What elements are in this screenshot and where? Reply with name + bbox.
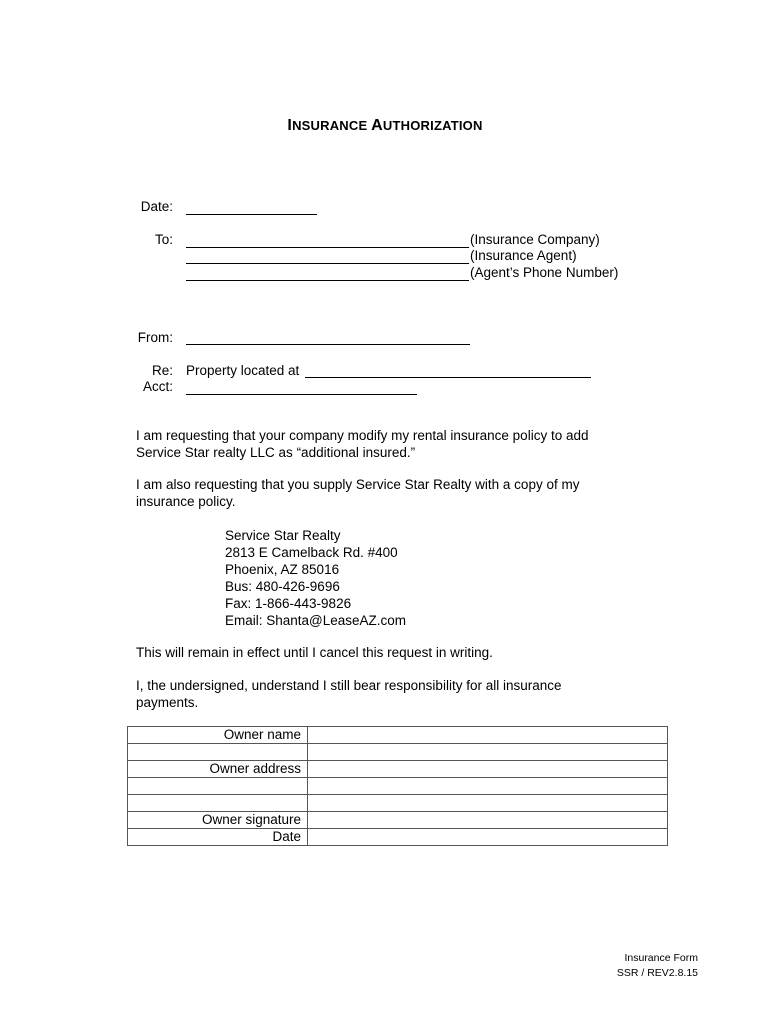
date-line[interactable]	[186, 214, 317, 215]
owner-info-table	[127, 726, 668, 846]
insurance-company-caption: (Insurance Company)	[470, 232, 600, 247]
owner-name-label: Owner name	[128, 727, 308, 744]
address-fax: Fax: 1-866-443-9826	[225, 596, 352, 611]
table-row	[128, 795, 668, 812]
acct-line[interactable]	[186, 394, 417, 395]
blank-label	[128, 795, 308, 812]
owner-signature-label: Owner signature	[128, 812, 308, 829]
to-label: To:	[154, 232, 173, 247]
insurance-agent-caption: (Insurance Agent)	[470, 248, 577, 263]
table-row	[128, 812, 668, 829]
blank-label	[128, 778, 308, 795]
owner-address-field-2[interactable]	[308, 778, 668, 795]
property-located-text: Property located at	[186, 363, 300, 378]
address-street: 2813 E Camelback Rd. #400	[225, 545, 398, 560]
table-row	[128, 778, 668, 795]
from-line[interactable]	[186, 344, 470, 345]
address-phone: Bus: 480-426-9696	[225, 579, 340, 594]
date-row-label: Date	[128, 829, 308, 846]
from-label: From:	[137, 330, 173, 345]
address-email: Email: Shanta@LeaseAZ.com	[225, 613, 407, 628]
table-row	[128, 744, 668, 761]
owner-name-field[interactable]	[308, 727, 668, 744]
re-label: Re:	[151, 363, 173, 378]
acct-label: Acct:	[142, 379, 173, 394]
request-paragraph: I am requesting that your company modify my rental insurance policy to add Service Star realty LLC as “additional insured.”	[136, 428, 589, 460]
effect-paragraph: This will remain in effect until I cancel this request in writing.	[136, 645, 493, 660]
address-company: Service Star Realty	[225, 528, 341, 543]
footer	[617, 951, 698, 981]
owner-address-field-3[interactable]	[308, 795, 668, 812]
date-label: Date:	[140, 199, 173, 214]
property-line[interactable]	[305, 377, 591, 378]
signature-date-field[interactable]	[308, 829, 668, 846]
owner-address-label: Owner address	[128, 761, 308, 778]
footer-revision: SSR / REV2.8.15	[616, 967, 698, 979]
agent-phone-caption: (Agent’s Phone Number)	[470, 265, 619, 280]
responsibility-paragraph: I, the undersigned, understand I still bear responsibility for all insurance payments.	[136, 678, 562, 710]
document-title: INSURANCE AUTHORIZATION	[287, 117, 483, 134]
table-row	[128, 727, 668, 744]
blank-label	[128, 744, 308, 761]
copy-request-paragraph: I am also requesting that you supply Service Star Realty with a copy of my insurance policy.	[136, 477, 580, 509]
insurance-agent-line[interactable]	[186, 263, 469, 264]
footer-form-name: Insurance Form	[624, 952, 698, 964]
owner-address-field[interactable]	[308, 761, 668, 778]
table-row	[128, 829, 668, 846]
address-block	[225, 527, 406, 629]
address-city: Phoenix, AZ 85016	[225, 562, 340, 577]
blank-field[interactable]	[308, 744, 668, 761]
owner-signature-field[interactable]	[308, 812, 668, 829]
table-row	[128, 761, 668, 778]
agent-phone-line[interactable]	[186, 280, 469, 281]
insurance-company-line[interactable]	[186, 247, 469, 248]
